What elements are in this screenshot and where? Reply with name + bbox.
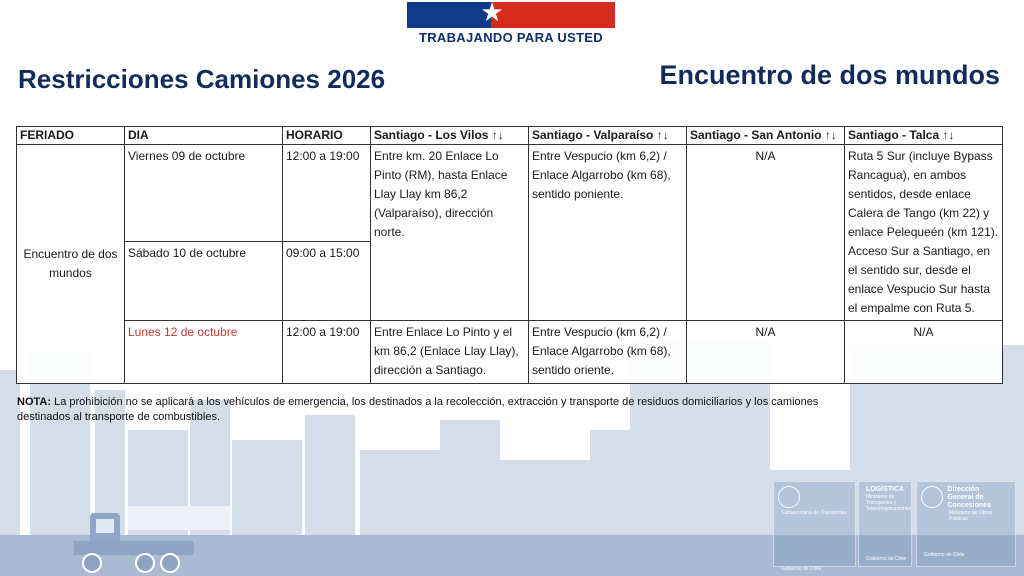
note-text: La prohibición no se aplicará a los vehículos de emergencia, los destinados a la recolección, extracción y transporte de residuos domiciliarios y los camiones destinados al transporte de combustibles. (17, 396, 819, 423)
logo-direccion-concesiones: Dirección General de Concesiones Ministerio de Obras Públicas Gobierno de Chile (916, 481, 1016, 567)
coat-of-arms-icon (921, 486, 943, 508)
column-header-feriado: FERIADO (17, 127, 125, 145)
column-header-dia: DIA (125, 127, 283, 145)
logo-logistica: LOGÍSTICA Ministerio de Transportes y Telecomunicaciones Gobierno de Chile (858, 481, 912, 567)
horario-cell: 12:00 a 19:00 (283, 321, 371, 384)
column-header-talca: Santiago - Talca ↑↓ (845, 127, 1003, 145)
valparaiso-cell: Entre Vespucio (km 6,2) / Enlace Algarrobo (km 68), sentido oriente. (529, 321, 687, 384)
column-header-san-antonio: Santiago - San Antonio ↑↓ (687, 127, 845, 145)
talca-cell: Ruta 5 Sur (incluye Bypass Rancagua), en ambos sentidos, desde enlace Calera de Tango (km 22) y enlace Pelequeén (km 121). Acceso Sur a Santiago, en el sentido sur, desde el enlace Vespucio Sur hasta el empalme con Ruta 5. (845, 145, 1003, 321)
valparaiso-cell: Entre Vespucio (km 6,2) / Enlace Algarrobo (km 68), sentido poniente. (529, 145, 687, 321)
table-row (17, 145, 1003, 242)
column-header-valparaiso: Santiago - Valparaíso ↑↓ (529, 127, 687, 145)
coat-of-arms-icon (778, 486, 800, 508)
slogan: TRABAJANDO PARA USTED (419, 30, 603, 45)
feriado-cell: Encuentro de dos mundos (17, 145, 125, 384)
talca-cell: N/A (845, 321, 1003, 384)
table-header-row (17, 127, 1003, 145)
horario-cell: 12:00 a 19:00 (283, 145, 371, 242)
column-header-horario: HORARIO (283, 127, 371, 145)
dia-cell: Sábado 10 de octubre (125, 241, 283, 320)
san-antonio-cell: N/A (687, 145, 845, 321)
los-vilos-cell: Entre km. 20 Enlace Lo Pinto (RM), hasta Enlace Llay Llay km 86,2 (Valparaíso), dirección norte. (371, 145, 529, 321)
star-icon: ★ (480, 2, 504, 27)
san-antonio-cell: N/A (687, 321, 845, 384)
column-header-los-vilos: Santiago - Los Vilos ↑↓ (371, 127, 529, 145)
logo-subsecretaria-transportes: Subsecretaría de Transportes Gobierno de Chile (773, 481, 856, 567)
restrictions-table (16, 126, 1003, 384)
truck-icon (70, 505, 200, 576)
horario-cell: 09:00 a 15:00 (283, 241, 371, 320)
page-title: Restricciones Camiones 2026 (18, 64, 386, 94)
los-vilos-cell: Entre Enlace Lo Pinto y el km 86,2 (Enlace Llay Llay), dirección a Santiago. (371, 321, 529, 384)
holiday-title: Encuentro de dos mundos (659, 60, 1000, 90)
table-row (17, 321, 1003, 384)
note-label: NOTA: (17, 396, 52, 408)
note (17, 395, 847, 425)
dia-cell: Viernes 09 de octubre (125, 145, 283, 242)
dia-cell: Lunes 12 de octubre (125, 321, 283, 384)
chile-flag-logo (407, 2, 615, 28)
